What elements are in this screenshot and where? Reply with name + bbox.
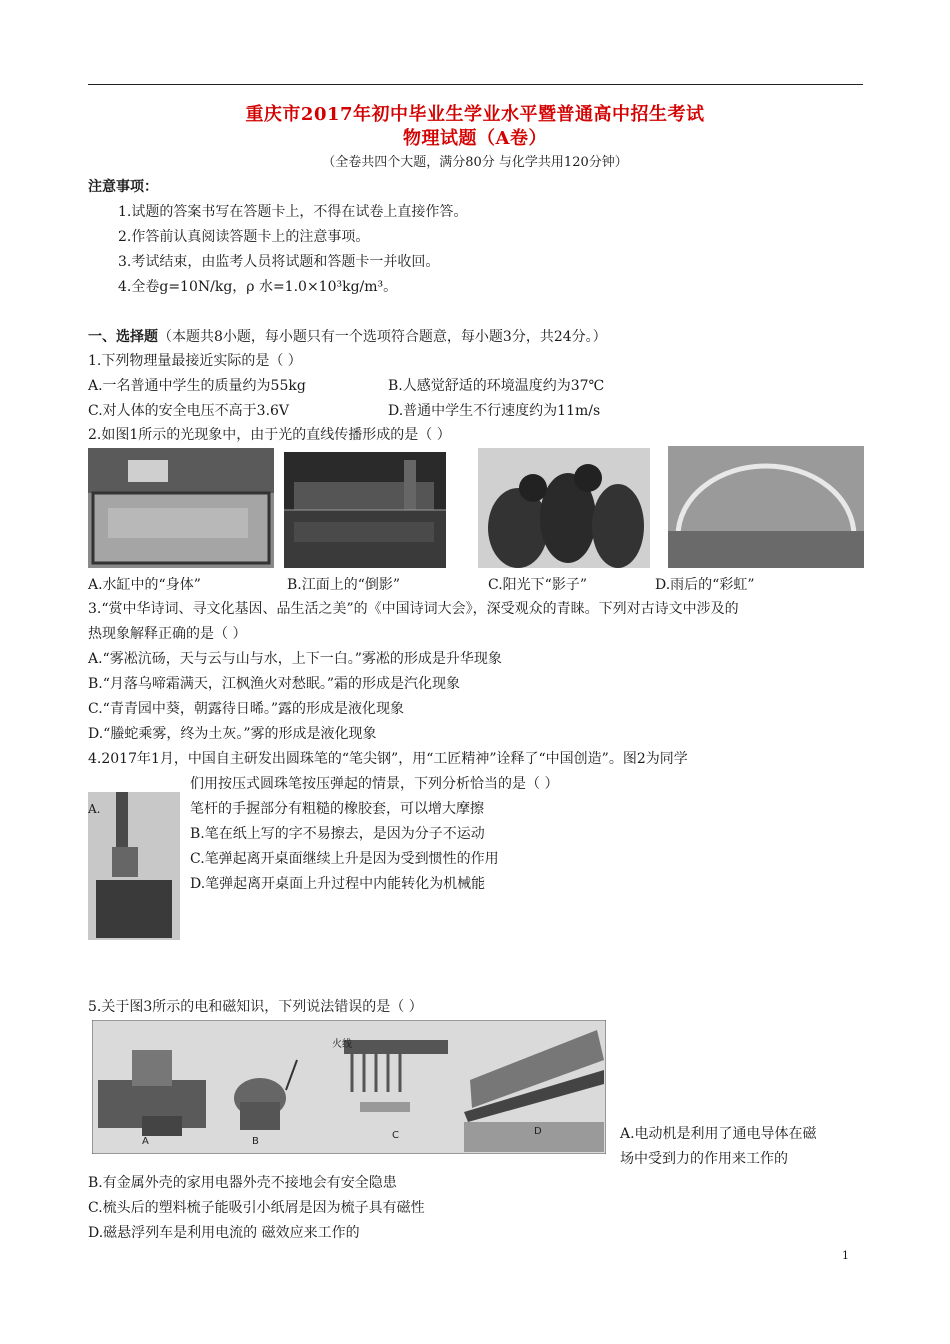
q1-stem: 1.下列物理量最接近实际的是（ ） bbox=[88, 353, 302, 369]
top-rule bbox=[88, 84, 863, 85]
figure-1b-reflection-photo bbox=[284, 452, 446, 568]
figure-3-label: B bbox=[252, 1136, 259, 1147]
notice-item: 4.全卷g=10N/kg，ρ 水=1.0×10³kg/m³。 bbox=[118, 279, 398, 295]
q5-stem: 5.关于图3所示的电和磁知识，下列说法错误的是（ ） bbox=[88, 999, 423, 1015]
q1-option-b: B.人感觉舒适的环境温度约为37℃ bbox=[388, 378, 605, 394]
q4-stem-line1: 4.2017年1月，中国自主研发出圆珠笔的“笔尖钢”，用“工匠精神”诠释了“中国创造”。图2为同学 bbox=[88, 751, 688, 767]
q2-option-c: C.阳光下“影子” bbox=[488, 577, 587, 593]
figure-3-electromagnetism-photo bbox=[92, 1020, 606, 1154]
figure-1c-shadow-photo bbox=[478, 448, 650, 568]
q1-option-d: D.普通中学生不行速度约为11m/s bbox=[388, 403, 601, 419]
q5-option-c: C.梳头后的塑料梳子能吸引小纸屑是因为梳子具有磁性 bbox=[88, 1200, 425, 1216]
q4-stem-line2: 们用按压式圆珠笔按压弹起的情景，下列分析恰当的是（ ） bbox=[190, 776, 559, 792]
figure-3-label: C bbox=[392, 1130, 399, 1141]
q3-stem-line1: 3.“赏中华诗词、寻文化基因、品生活之美”的《中国诗词大会》，深受观众的青睐。下列对古诗文中涉及的 bbox=[88, 601, 739, 617]
notice-item: 2.作答前认真阅读答题卡上的注意事项。 bbox=[118, 229, 370, 245]
notice-heading: 注意事项： bbox=[88, 179, 158, 195]
notice-item: 1.试题的答案书写在答题卡上，不得在试卷上直接作答。 bbox=[118, 204, 468, 220]
exam-info: （全卷共四个大题，满分80分 与化学共用120分钟） bbox=[322, 155, 628, 170]
q3-stem-line2: 热现象解释正确的是（ ） bbox=[88, 626, 247, 642]
q2-option-d: D.雨后的“彩虹” bbox=[655, 577, 755, 593]
q3-option-b: B.“月落乌啼霜满天，江枫渔火对愁眠。”霜的形成是汽化现象 bbox=[88, 676, 461, 692]
figure-1d-rainbow-photo bbox=[668, 446, 864, 568]
q5-option-d: D.磁悬浮列车是利用电流的 磁效应来工作的 bbox=[88, 1225, 360, 1241]
q1-option-c: C.对人体的安全电压不高于3.6V bbox=[88, 403, 290, 419]
q5-option-b: B.有金属外壳的家用电器外壳不接地会有安全隐患 bbox=[88, 1175, 397, 1191]
q5-option-a-line2: 场中受到力的作用来工作的 bbox=[620, 1151, 788, 1167]
q4-option-a: 笔杆的手握部分有粗糙的橡胶套，可以增大摩擦 bbox=[190, 801, 484, 817]
figure-3-label: D bbox=[534, 1126, 542, 1137]
q3-option-a: A.“雾凇沆砀，天与云与山与水，上下一白。”雾凇的形成是升华现象 bbox=[88, 651, 502, 667]
q2-option-b: B.江面上的“倒影” bbox=[287, 577, 401, 593]
q2-option-a: A.水缸中的“身体” bbox=[88, 577, 201, 593]
q5-option-a-line1: A.电动机是利用了通电导体在磁 bbox=[620, 1126, 817, 1142]
q4-option-b: B.笔在纸上写的字不易擦去，是因为分子不运动 bbox=[190, 826, 485, 842]
section-heading bbox=[88, 328, 607, 346]
figure-3-label: A bbox=[142, 1136, 149, 1147]
q4-option-a-label: A. bbox=[88, 802, 101, 816]
section-label: 一、选择题 bbox=[88, 329, 158, 345]
section-desc: （本题共8小题，每小题只有一个选项符合题意，每小题3分，共24分。） bbox=[158, 329, 607, 345]
q3-option-c: C.“青青园中葵，朝露待日晞。”露的形成是液化现象 bbox=[88, 701, 404, 717]
q4-option-d: D.笔弹起离开桌面上升过程中内能转化为机械能 bbox=[190, 876, 486, 892]
exam-title: 重庆市2017年初中毕业生学业水平暨普通高中招生考试 bbox=[245, 104, 705, 125]
figure-3-caption: 火线 bbox=[332, 1039, 352, 1050]
figure-2-pen-photo bbox=[88, 792, 180, 940]
q2-stem: 2.如图1所示的光现象中，由于光的直线传播形成的是（ ） bbox=[88, 427, 451, 443]
q1-option-a: A.一名普通中学生的质量约为55kg bbox=[88, 378, 306, 394]
notice-item: 3.考试结束，由监考人员将试题和答题卡一并收回。 bbox=[118, 254, 440, 270]
q3-option-d: D.“螣蛇乘雾，终为土灰。”雾的形成是液化现象 bbox=[88, 726, 377, 742]
page-number: 1 bbox=[842, 1249, 849, 1262]
figure-1a-fish-tank-photo bbox=[88, 448, 274, 568]
exam-subject-title: 物理试题（A卷） bbox=[403, 128, 547, 149]
q4-option-c: C.笔弹起离开桌面继续上升是因为受到惯性的作用 bbox=[190, 851, 499, 867]
